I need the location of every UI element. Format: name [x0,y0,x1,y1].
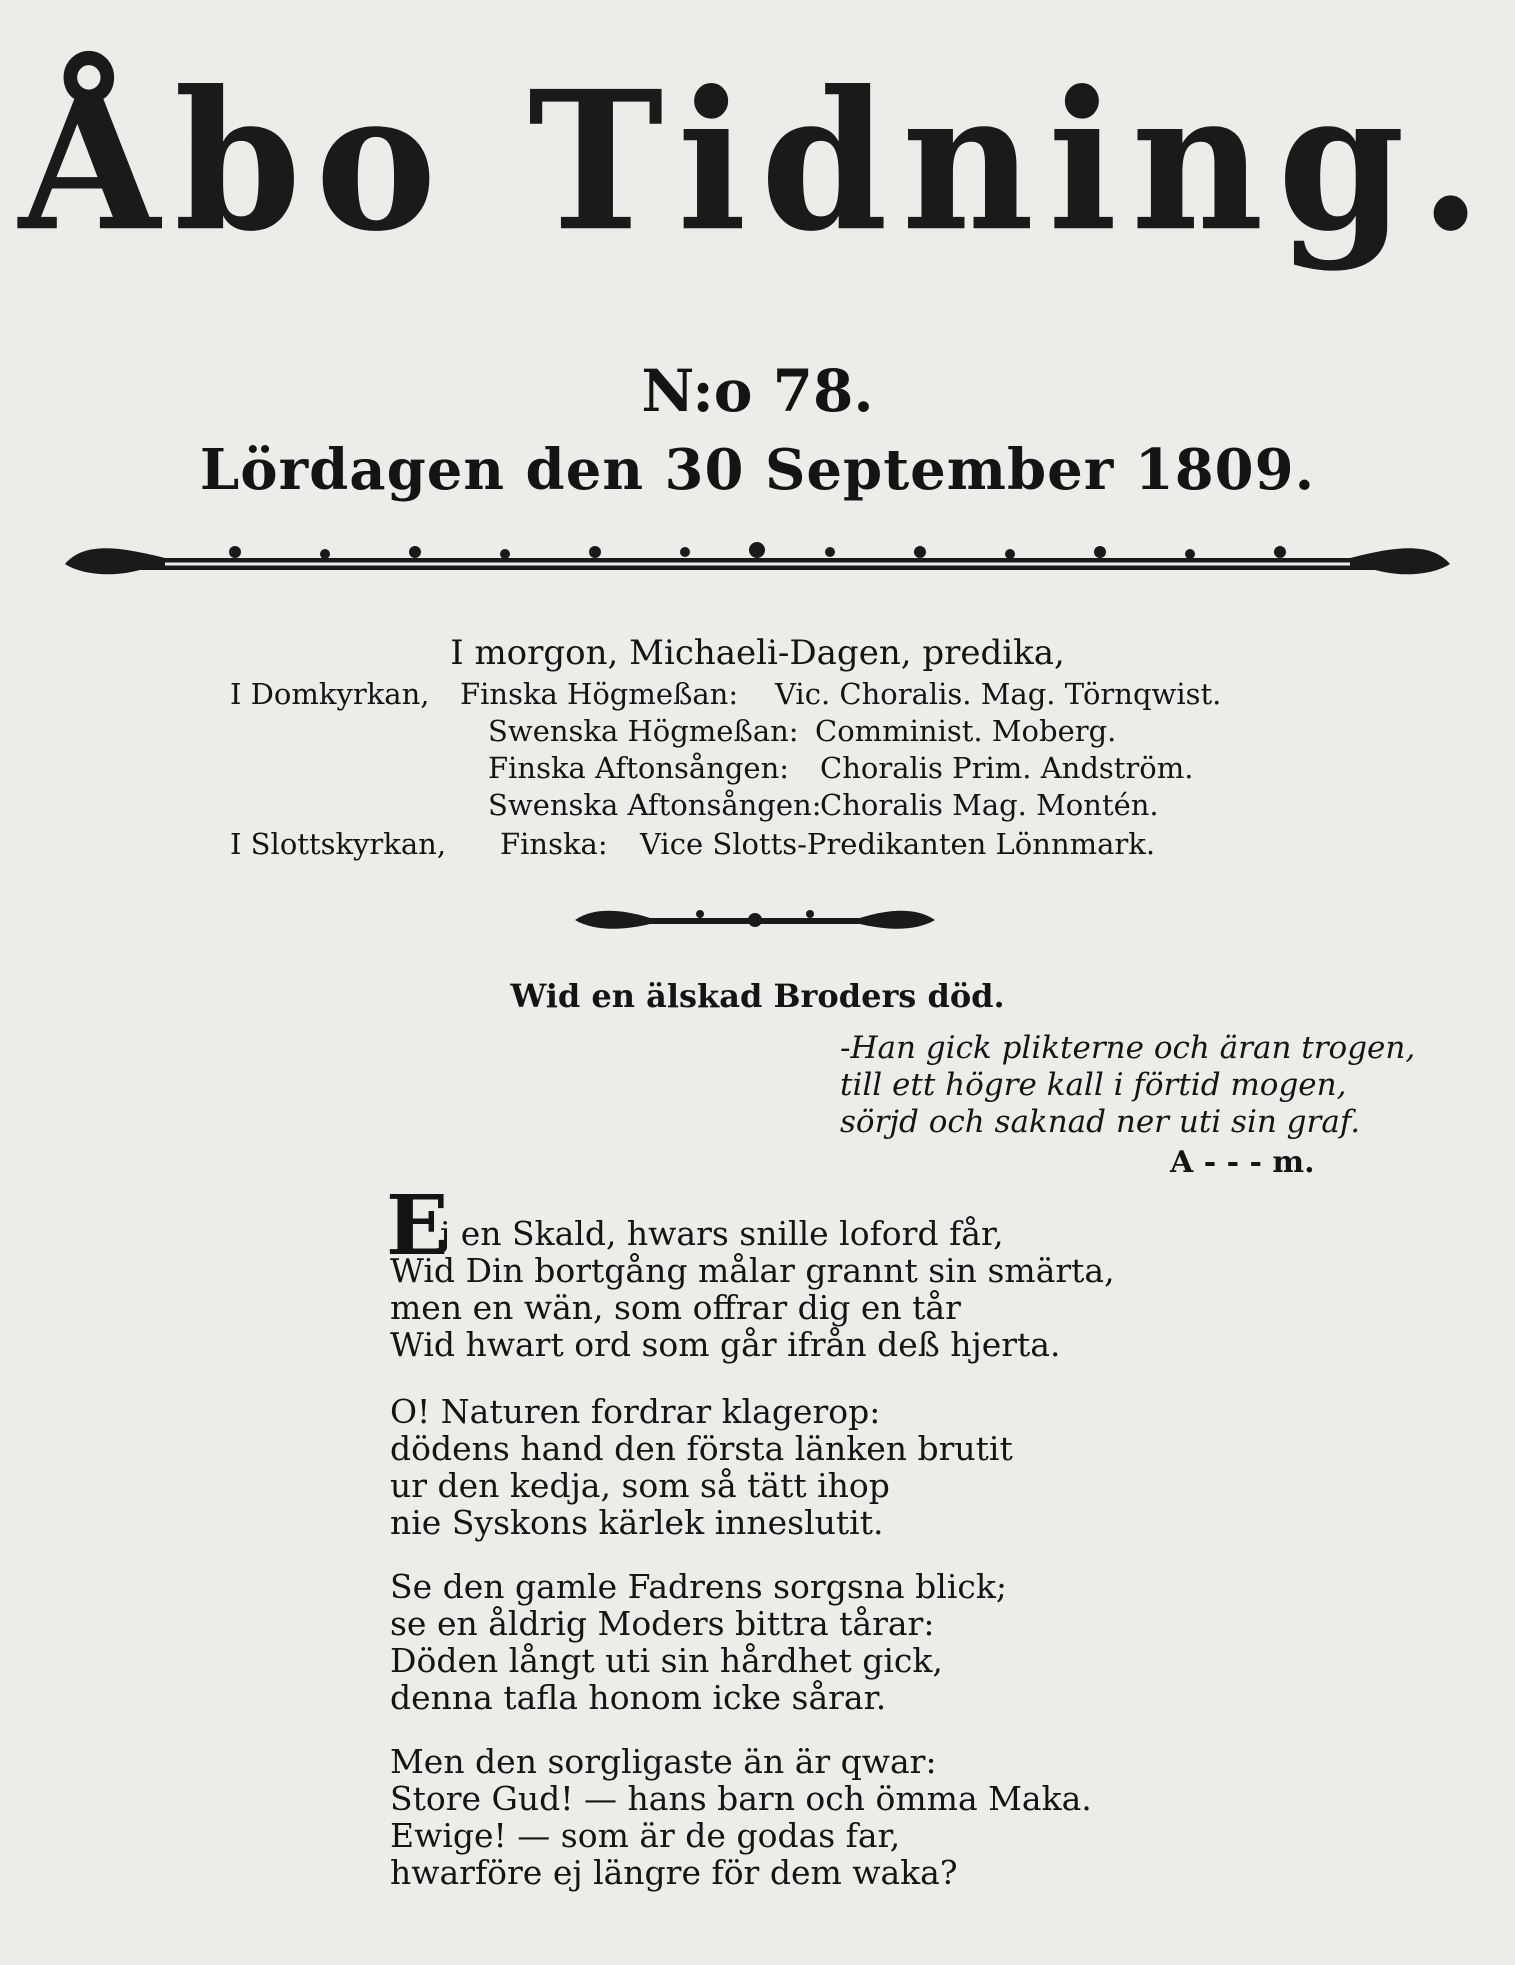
church-service: Finska Högmeßan: [460,677,739,711]
poem-line: men en wän, som offrar dig en tår [390,1288,961,1327]
issue-number: N:o 78. [641,357,874,425]
poem-line: denna tafla honom icke sårar. [390,1678,887,1717]
church-service: Finska: [500,827,608,861]
church-service: Swenska Aftonsången: [488,788,822,822]
poem-line: se en åldrig Moders bittra tårar: [390,1604,935,1643]
poem-line: O! Naturen fordrar klagerop: [390,1392,881,1431]
church-notice-row [0,827,1515,864]
poem-line: ur den kedja, som så tätt ihop [390,1466,890,1505]
epigraph-line: -Han gick plikterne och äran trogen, [840,1030,1416,1066]
poem-stanza [390,1252,1115,1363]
poem-signature: A - - - m. [1170,1145,1315,1180]
poem-stanza [390,1568,1007,1716]
church-preacher: Choralis Mag. Montén. [820,788,1159,822]
poem-line: dödens hand den första länken brutit [390,1429,1013,1468]
issue-date: Lördagen den 30 September 1809. [199,437,1316,503]
church-location: I Slottskyrkan, [230,827,447,861]
poem-line: j en Skald, hwars snille loford får, [440,1214,1004,1253]
ornamental-divider [55,530,1460,590]
poem-line: nie Syskons kärlek inneslutit. [390,1503,884,1542]
church-notice-row [0,751,1515,788]
church-notice-row [0,788,1515,825]
church-service: Swenska Högmeßan: [488,714,799,748]
church-preacher: Comminist. Moberg. [815,714,1117,748]
poem-epigraph [840,1030,1415,1141]
small-ornament [570,900,940,940]
poem-line: Wid Din bortgång målar grannt sin smärta, [390,1251,1115,1290]
poem-line: Ewige! — som är de godas far, [390,1816,901,1855]
church-notice-row [0,714,1515,751]
drop-cap: E [386,1178,449,1274]
masthead-title: Åbo Tidning. [18,48,1497,274]
church-service: Finska Aftonsången: [488,751,790,785]
church-preacher: Vic. Choralis. Mag. Törnqwist. [775,677,1222,711]
poem-line: hwarföre ej längre för dem waka? [390,1853,958,1892]
poem-line: Döden långt uti sin hårdhet gick, [390,1641,943,1680]
poem-stanza [390,1393,1013,1541]
church-location: I Domkyrkan, [230,677,430,711]
poem-line: Store Gud! — hans barn och ömma Maka. [390,1779,1092,1818]
epigraph-line: sörjd och saknad ner uti sin graf. [840,1104,1361,1140]
church-notice-heading: I morgon, Michaeli-Dagen, predika, [450,633,1065,673]
church-preacher: Choralis Prim. Andström. [820,751,1194,785]
poem-line: Men den sorgligaste än är qwar: [390,1742,937,1781]
epigraph-line: till ett högre kall i förtid mogen, [840,1067,1347,1103]
poem-stanza [390,1743,1092,1891]
poem-stanza [440,1215,1004,1252]
poem-line: Wid hwart ord som går ifrån deß hjerta. [390,1325,1061,1364]
poem-title: Wid en älskad Broders död. [510,977,1005,1015]
poem-line: Se den gamle Fadrens sorgsna blick; [390,1567,1008,1606]
church-preacher: Vice Slotts-Predikanten Lönnmark. [640,827,1156,861]
church-notice-row [0,677,1515,714]
